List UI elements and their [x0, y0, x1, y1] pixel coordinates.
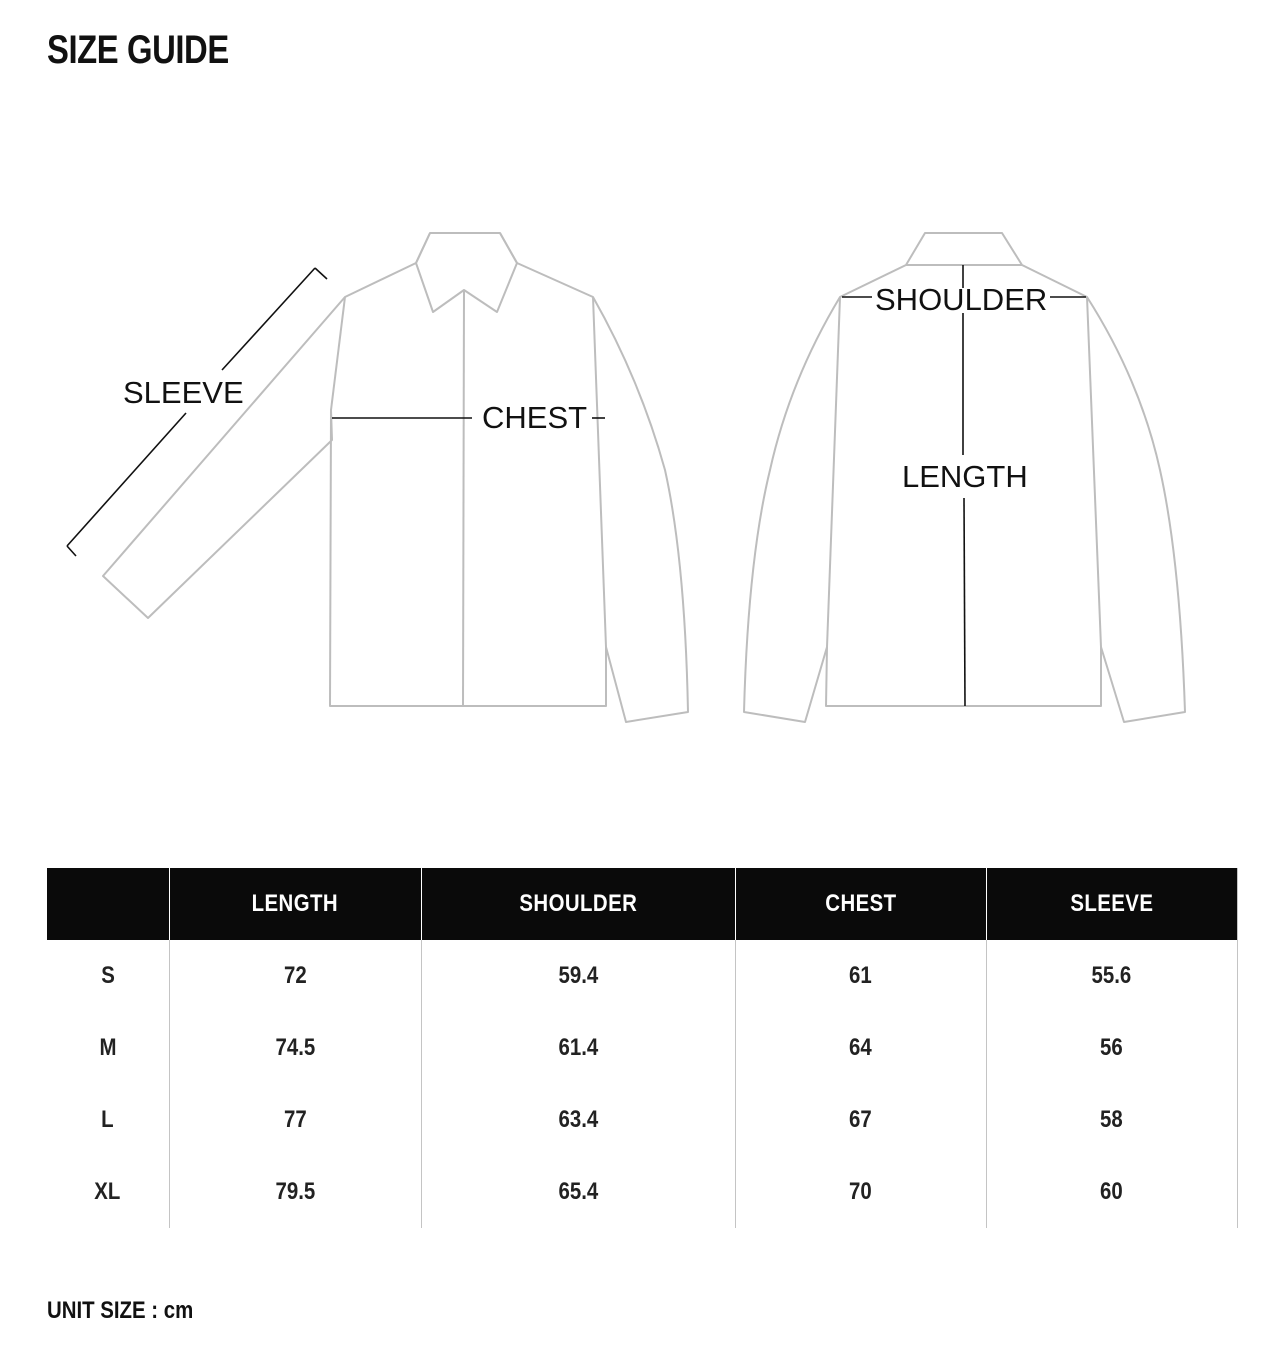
- chest-cell: 67: [735, 1084, 986, 1156]
- shoulder-cell: 59.4: [421, 940, 735, 1012]
- shoulder-cell: 63.4: [421, 1084, 735, 1156]
- size-cell: M: [99, 1034, 117, 1061]
- garment-diagram: [0, 200, 1262, 760]
- header-size: [47, 868, 169, 940]
- sleeve-label: SLEEVE: [123, 375, 244, 410]
- table-row: [47, 1084, 1237, 1156]
- front-shirt-illustration: [103, 233, 688, 722]
- length-cell: 77: [169, 1084, 421, 1156]
- shoulder-cell: 61.4: [421, 1012, 735, 1084]
- table-header-row: [47, 868, 1237, 940]
- shoulder-cell: 65.4: [421, 1156, 735, 1228]
- length-label: LENGTH: [902, 459, 1028, 494]
- table-row: [47, 1012, 1237, 1084]
- length-cell: 79.5: [169, 1156, 421, 1228]
- table-row: [47, 1156, 1237, 1228]
- chest-cell: 61: [735, 940, 986, 1012]
- table-row: [47, 940, 1237, 1012]
- chest-cell: 70: [735, 1156, 986, 1228]
- size-cell: S: [100, 962, 115, 989]
- unit-note: UNIT SIZE : cm: [47, 1297, 194, 1324]
- chest-cell: 64: [735, 1012, 986, 1084]
- page-title: SIZE GUIDE: [47, 28, 229, 72]
- size-table: [47, 868, 1238, 1228]
- size-cell: L: [101, 1106, 114, 1133]
- header-chest: CHEST: [735, 868, 986, 940]
- header-shoulder: SHOULDER: [421, 868, 735, 940]
- sleeve-cell: 56: [986, 1012, 1237, 1084]
- length-cell: 74.5: [169, 1012, 421, 1084]
- header-length: LENGTH: [169, 868, 421, 940]
- size-cell: XL: [94, 1178, 121, 1205]
- sleeve-cell: 58: [986, 1084, 1237, 1156]
- length-cell: 72: [169, 940, 421, 1012]
- header-sleeve: SLEEVE: [986, 868, 1237, 940]
- sleeve-cell: 60: [986, 1156, 1237, 1228]
- sleeve-cell: 55.6: [986, 940, 1237, 1012]
- chest-label: CHEST: [482, 400, 588, 435]
- shoulder-label: SHOULDER: [875, 282, 1048, 317]
